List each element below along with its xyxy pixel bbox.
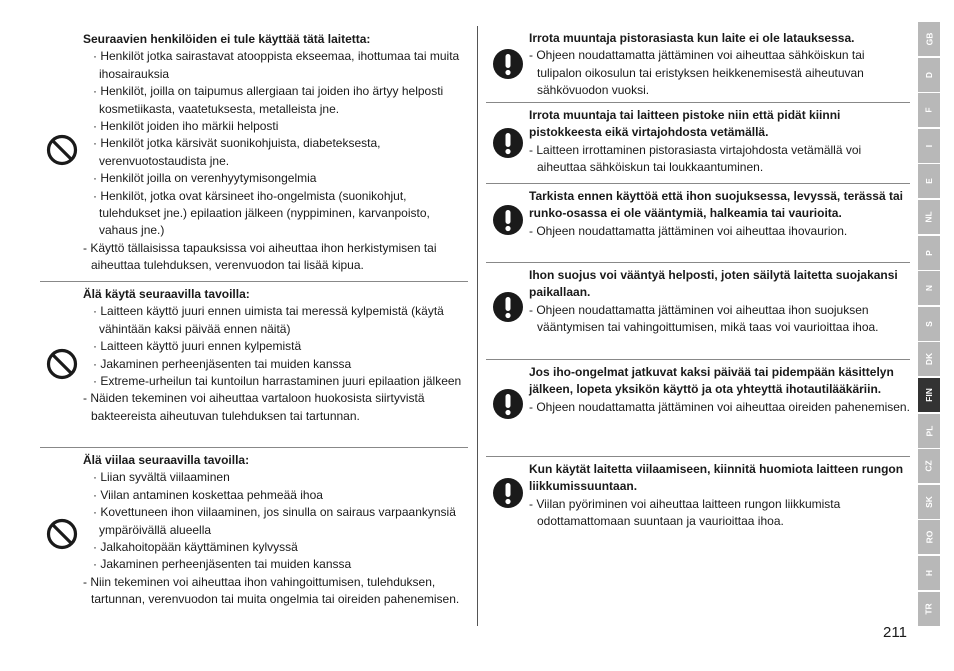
consequence-text: - Ohjeen noudattamatta jättäminen voi aiheuttaa ihon suojuksen vääntymisen tai vahingoittumisen, mikä taas voi vaurioittaa ihoa. — [529, 302, 910, 337]
tab-cz[interactable]: CZ — [918, 449, 940, 483]
list-item: · Henkilöt jotka kärsivät suonikohjuista, diabeteksesta, verenvuotostaudista jne. — [83, 135, 468, 170]
consequence-text: - Viilan pyöriminen voi aiheuttaa laitteen rungon liikkumista odottamattomaan suuntaan ja vaurioittaa ihoa. — [529, 496, 910, 531]
right-column — [486, 26, 910, 547]
block-title: Kun käytät laitetta viilaamiseen, kiinnitä huomiota laitteen rungon liikkumissuuntaan. — [529, 462, 904, 494]
block-title: Älä viilaa seuraavilla tavoilla: — [83, 453, 250, 467]
warning-block — [486, 103, 910, 184]
consequence-text: - Ohjeen noudattamatta jättäminen voi aiheuttaa ihovaurion. — [529, 223, 910, 240]
list-item: · Henkilöt joiden iho märkii helposti — [83, 118, 468, 135]
list-item: · Jalkahoitopään käyttäminen kylvyssä — [83, 539, 468, 556]
mandatory-icon — [492, 388, 524, 420]
list-item: · Jakaminen perheenjäsenten tai muiden kanssa — [83, 556, 468, 573]
block-title: Seuraavien henkilöiden ei tule käyttää tätä laitetta: — [83, 32, 371, 46]
list-item: · Henkilöt, joilla on taipumus allergiaan tai joiden iho ärtyy helposti kosmetiikasta, vaatetuksesta, metalleista jne. — [83, 83, 468, 118]
block-title: Tarkista ennen käyttöä että ihon suojuksessa, levyssä, terässä tai runko-osassa ei ole vääntymiä, halkeamia tai vaurioita. — [529, 189, 903, 221]
tab-nl[interactable]: NL — [918, 200, 940, 234]
list-item: · Henkilöt joilla on verenhyytymisongelmia — [83, 170, 468, 187]
mandatory-icon — [492, 127, 524, 159]
language-tabs — [918, 22, 940, 627]
list-item: · Liian syvältä viilaaminen — [83, 469, 468, 486]
tab-gb[interactable]: GB — [918, 22, 940, 56]
page-number: 211 — [883, 624, 907, 641]
list-item: · Laitteen käyttö juuri ennen kylpemistä — [83, 338, 468, 355]
prohibition-icon — [46, 518, 78, 550]
tab-f[interactable]: F — [918, 93, 940, 127]
tab-dk[interactable]: DK — [918, 342, 940, 376]
tab-tr[interactable]: TR — [918, 592, 940, 626]
tab-n[interactable]: N — [918, 271, 940, 305]
mandatory-icon — [492, 48, 524, 80]
prohibition-icon — [46, 348, 78, 380]
block-title: Ihon suojus voi vääntyä helposti, joten säilytä laitetta suojakansi paikallaan. — [529, 268, 898, 300]
consequence-text: - Näiden tekeminen voi aiheuttaa vartaloon huokosista siirtyvistä bakteereista aiheutuvan tulehduksen tai tartunnan. — [83, 390, 468, 425]
warning-block — [486, 26, 910, 103]
block-title: Jos iho-ongelmat jatkuvat kaksi päivää tai pidempään käsittelyn jälkeen, lopeta yksikön käyttö ja ota yhteyttä ihotautilääkäriin. — [529, 365, 894, 397]
tab-s[interactable]: S — [918, 307, 940, 341]
tab-pl[interactable]: PL — [918, 414, 940, 448]
consequence-text: - Käyttö tällaisissa tapauksissa voi aiheuttaa ihon herkistymisen tai aiheuttaa tulehduksen, verenvuodon tai lisää kipua. — [83, 240, 468, 275]
column-divider — [477, 26, 478, 626]
list-item: · Henkilöt, jotka ovat kärsineet iho-ongelmista (suonikohjut, tulehdukset jne.) epilaation jälkeen (nyppiminen, karvanpoisto, vahaus jne.) — [83, 188, 468, 240]
warning-block — [486, 457, 910, 547]
tab-e[interactable]: E — [918, 164, 940, 198]
prohibition-icon — [46, 134, 78, 166]
warning-block — [40, 282, 468, 448]
warning-block — [486, 263, 910, 360]
consequence-text: - Ohjeen noudattamatta jättäminen voi aiheuttaa oireiden pahenemisen. — [529, 399, 910, 416]
tab-i[interactable]: I — [918, 129, 940, 163]
warning-block — [486, 184, 910, 263]
list-item: · Laitteen käyttö juuri ennen uimista tai meressä kylpemistä (käytä vähintään kaksi päivää ennen näitä) — [83, 303, 468, 338]
tab-p[interactable]: P — [918, 236, 940, 270]
list-item: · Extreme-urheilun tai kuntoilun harrastaminen juuri epilaation jälkeen — [83, 373, 468, 390]
consequence-text: - Niin tekeminen voi aiheuttaa ihon vahingoittumisen, tulehduksen, tartunnan, verenvuodon tai muita ongelmia tai oireiden pahenemisen. — [83, 574, 468, 609]
tab-ro[interactable]: RO — [918, 520, 940, 554]
list-item: · Viilan antaminen koskettaa pehmeää ihoa — [83, 487, 468, 504]
warning-block — [40, 26, 468, 282]
list-item: · Jakaminen perheenjäsenten tai muiden kanssa — [83, 356, 468, 373]
consequence-text: - Laitteen irrottaminen pistorasiasta virtajohdosta vetämällä voi aiheuttaa sähköiskun tai loukkaantuminen. — [529, 142, 910, 177]
list-item: · Henkilöt jotka sairastavat atooppista ekseemaa, ihottumaa tai muita ihosairauksia — [83, 48, 468, 83]
mandatory-icon — [492, 291, 524, 323]
consequence-text: - Ohjeen noudattamatta jättäminen voi aiheuttaa sähköiskun tai tulipalon oikosulun tai eristyksen heikkenemisestä aiheutuvan sähkövuodon vuoksi. — [529, 47, 910, 99]
mandatory-icon — [492, 204, 524, 236]
warning-block — [40, 448, 468, 623]
block-title: Irrota muuntaja tai laitteen pistoke niin että pidät kiinni pistokkeesta eikä virtajohdosta vetämällä. — [529, 108, 841, 140]
warning-block — [486, 360, 910, 457]
list-item: · Kovettuneen ihon viilaaminen, jos sinulla on sairaus varpaankynsiä ympäröivällä alueella — [83, 504, 468, 539]
left-column — [40, 26, 468, 623]
block-title: Irrota muuntaja pistorasiasta kun laite ei ole latauksessa. — [529, 31, 855, 45]
tab-h[interactable]: H — [918, 556, 940, 590]
mandatory-icon — [492, 477, 524, 509]
tab-sk[interactable]: SK — [918, 485, 940, 519]
tab-fin[interactable]: FIN — [918, 378, 940, 412]
tab-d[interactable]: D — [918, 58, 940, 92]
block-title: Älä käytä seuraavilla tavoilla: — [83, 287, 250, 301]
